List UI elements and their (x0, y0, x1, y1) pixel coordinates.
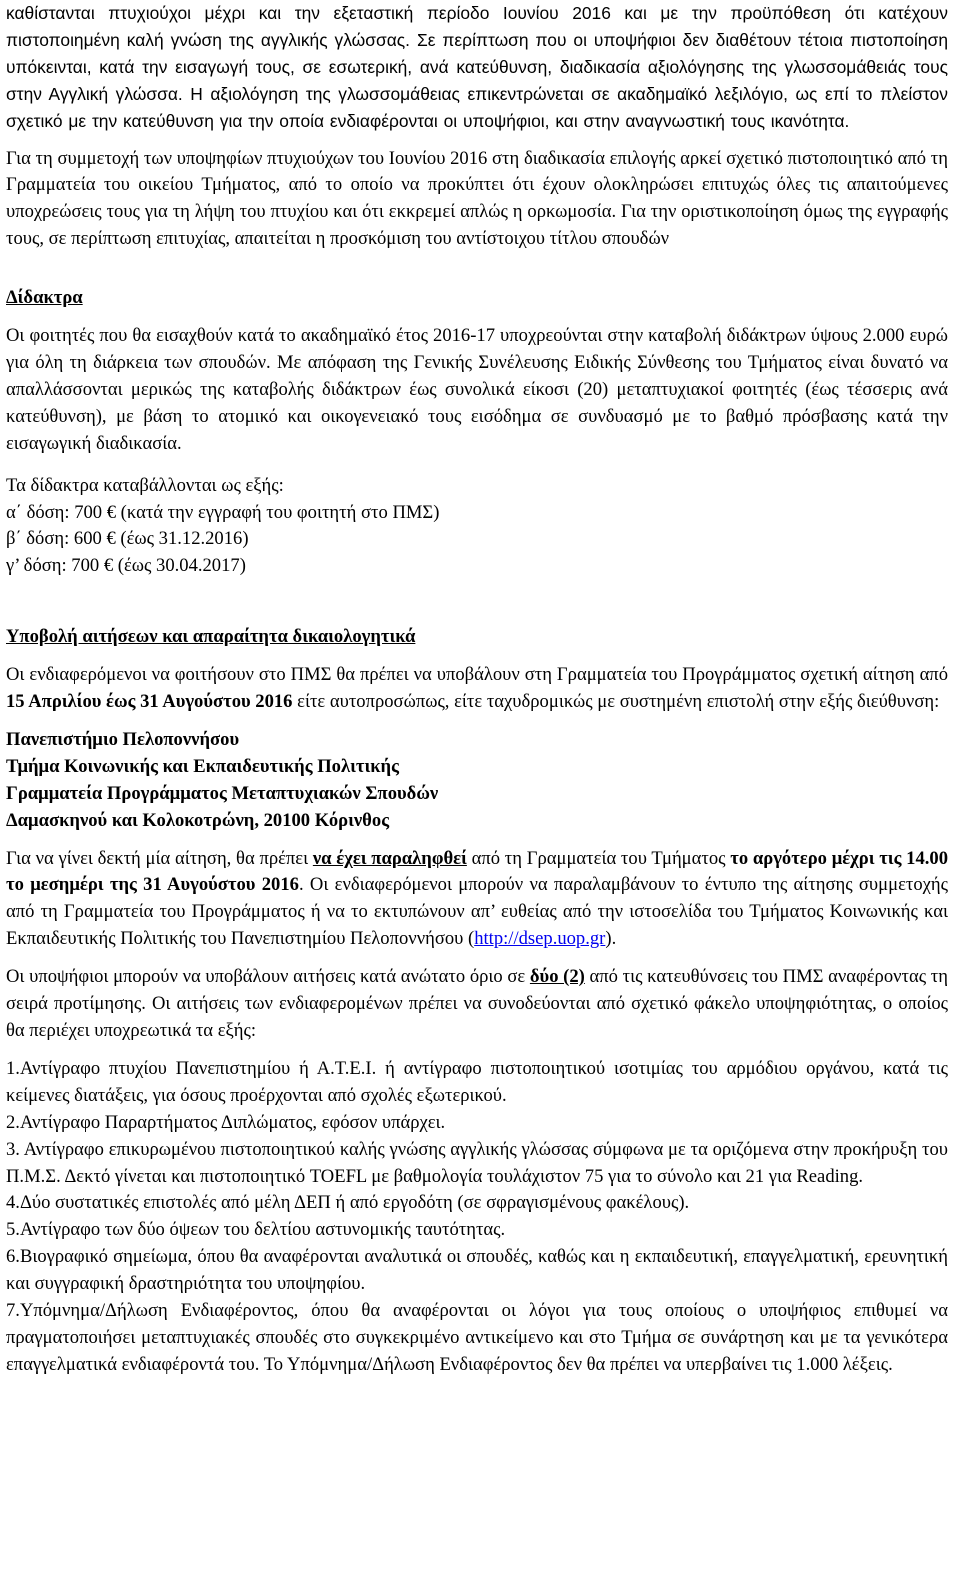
fees-paragraph: Οι φοιτητές που θα εισαχθούν κατά το ακαδημαϊκό έτος 2016-17 υποχρεούνται στην καταβολή διδάκτρων ύψους 2.000 ευρώ για όλη τη διάρκεια των σπουδών. Με απόφαση της Γενικής Συνέλευσης Ειδικής Σύνθεσης του Τμήματος είναι δυνατό να απαλλάσσονται μερικώς της καταβολής διδάκτρων έως συνολικά είκοσι (20) μεταπτυχιακοί φοιτητές (έως τέσσερις ανά κατεύθυνση), με βάση το ατομικό και οικογενειακό τους εισόδημα σε συνδυασμό με το βαθμό πρόσβασης κατά την εισαγωγική διαδικασία. (6, 325, 948, 454)
applications-paragraph-3: Οι υποψήφιοι μπορούν να υποβάλουν αιτήσεις κατά ανώτατο όριο σε δύο (2) από τις κατευθύνσεις του ΠΜΣ αναφέροντας τη σειρά προτίμησης. Οι αιτήσεις των ενδιαφερομένων πρέπει να συνοδεύονται από σχετικό φάκελο υποψηφιότητας, ο οποίος θα περιέχει υποχρεωτικά τα εξής: (6, 966, 948, 1041)
address-line: Γραμματεία Προγράμματος Μεταπτυχιακών Σπουδών (6, 782, 439, 804)
applications-paragraph-2: Για να γίνει δεκτή μία αίτηση, θα πρέπει να έχει παραληφθεί από τη Γραμματεία του Τμήματος το αργότερο μέχρι τις 14.00 το μεσημέρι της 31 Αυγούστου 2016. Οι ενδιαφερόμενοι μπορούν να παραλαμβάνουν το έντυπο της αίτησης συμμετοχής από τη Γραμματεία του Προγράμματος ή να το εκτυπώνουν απ’ ευθείας από την ιστοσελίδα του Τμήματος Κοινωνικής και Εκπαιδευτικής Πολιτικής του Πανεπιστημίου Πελοποννήσου (http://dsep.uop.gr). (6, 847, 948, 950)
list-item: 6.Βιογραφικό σημείωμα, όπου θα αναφέρονται αναλυτικά οι σπουδές, καθώς και η εκπαιδευτική, επαγγελματική, ερευνητική και συγγραφική δραστηριότητα του υποψηφίου. (6, 1246, 948, 1295)
list-item: 7.Υπόμνημα/Δήλωση Ενδιαφέροντος, όπου θα αναφέρονται οι λόγοι για τους οποίους ο υποψήφιος επιθυμεί να πραγματοποιήσει μεταπτυχιακές σπουδές στο συγκεκριμένο αντικείμενο και στο Τμήμα σε συνάρτηση και με τα γενικότερα επαγγελματικά ενδιαφέροντά του. Το Υπόμνημα/Δήλωση Ενδιαφέροντος δεν θα πρέπει να υπερβαίνει τις 1.000 λέξεις. (6, 1300, 948, 1375)
installment-3: γ’ δόση: 700 € (έως 30.04.2017) (6, 555, 246, 577)
document-page (6, 0, 948, 1379)
installment-1: α΄ δόση: 700 € (κατά την εγγραφή του φοιτητή στο ΠΜΣ) (6, 501, 440, 523)
intro-paragraph: καθίστανται πτυχιούχοι μέχρι και την εξεταστική περίοδο Ιουνίου 2016 και με την προϋπόθεση ότι κατέχουν πιστοποιημένη καλή γνώση της αγγλικής γλώσσας. Σε περίπτωση που οι υποψήφιοι δεν διαθέτουν τέτοια πιστοποίηση υπόκεινται, κατά την εισαγωγή τους, σε εσωτερική, ανά κατεύθυνση, διαδικασία αξιολόγησης της γλωσσομάθειάς τους στην Αγγλική γλώσσα. Η αξιολόγηση της γλωσσομάθειας επικεντρώνεται σε ακαδημαϊκό λεξιλόγιο, ως επί το πλείστον σχετικό με την κατεύθυνση για την οποία ενδιαφέρονται οι υποψήφιοι, και στην αναγνωστική τους ικανότητα. (6, 3, 948, 131)
address-line: Πανεπιστήμιο Πελοποννήσου (6, 728, 240, 750)
department-website-link[interactable]: http://dsep.uop.gr (474, 928, 606, 950)
applications-paragraph-1: Οι ενδιαφερόμενοι να φοιτήσουν στο ΠΜΣ θα πρέπει να υποβάλουν στη Γραμματεία του Προγράμματος σχετική αίτηση από 15 Απριλίου έως 31 Αυγούστου 2016 είτε αυτοπροσώπως, είτε ταχυδρομικώς με συστημένη επιστολή στην εξής διεύθυνση: (6, 664, 948, 713)
list-item: 1.Αντίγραφο πτυχίου Πανεπιστημίου ή Α.Τ.Ε.Ι. ή αντίγραφο πιστοποιητικού ισοτιμίας του αρμόδιου οργάνου, κατά τις κείμενες διατάξεις, για όσους προέρχονται από σχολές εξωτερικού. (6, 1057, 948, 1106)
installment-2: β΄ δόση: 600 € (έως 31.12.2016) (6, 528, 249, 550)
required-documents-list (6, 1056, 948, 1379)
list-item: 3. Αντίγραφο επικυρωμένου πιστοποιητικού καλής γνώσης αγγλικής γλώσσας σύμφωνα με τα οριζόμενα στην προκήρυξη του Π.Μ.Σ. Δεκτό γίνεται και πιστοποιητικό TOEFL με βαθμολογία τουλάχιστον 75 για το σύνολο και 21 για Reading. (6, 1138, 948, 1187)
address-line: Δαμασκηνού και Κολοκοτρώνη, 20100 Κόρινθος (6, 809, 390, 831)
list-item: 5.Αντίγραφο των δύο όψεων του δελτίου αστυνομικής ταυτότητας. (6, 1219, 506, 1241)
list-item: 4.Δύο συστατικές επιστολές από μέλη ΔΕΠ ή από εργοδότη (σε σφραγισμένους φακέλους). (6, 1192, 690, 1214)
list-item: 2.Αντίγραφο Παραρτήματος Διπλώματος, εφόσον υπάρχει. (6, 1111, 446, 1133)
fees-heading: Δίδακτρα (6, 287, 83, 309)
address-line: Τμήμα Κοινωνικής και Εκπαιδευτικής Πολιτικής (6, 755, 399, 777)
applications-heading: Υποβολή αιτήσεων και απαραίτητα δικαιολογητικά (6, 626, 416, 648)
june-graduates-paragraph: Για τη συμμετοχή των υποψηφίων πτυχιούχων του Ιουνίου 2016 στη διαδικασία επιλογής αρκεί σχετικό πιστοποιητικό από τη Γραμματεία του οικείου Τμήματος, από το οποίο να προκύπτει ότι έχουν ολοκληρώσει επιτυχώς όλες τις απαιτούμενες υποχρεώσεις τους για τη λήψη του πτυχίου και ότι εκκρεμεί απλώς η ορκωμοσία. Για την οριστικοποίηση όμως της εγγραφής τους, σε περίπτωση επιτυχίας, απαιτείται η προσκόμιση του αντίστοιχου τίτλου σπουδών (6, 147, 948, 250)
installments-intro: Τα δίδακτρα καταβάλλονται ως εξής: (6, 474, 284, 496)
address-block (6, 727, 948, 835)
